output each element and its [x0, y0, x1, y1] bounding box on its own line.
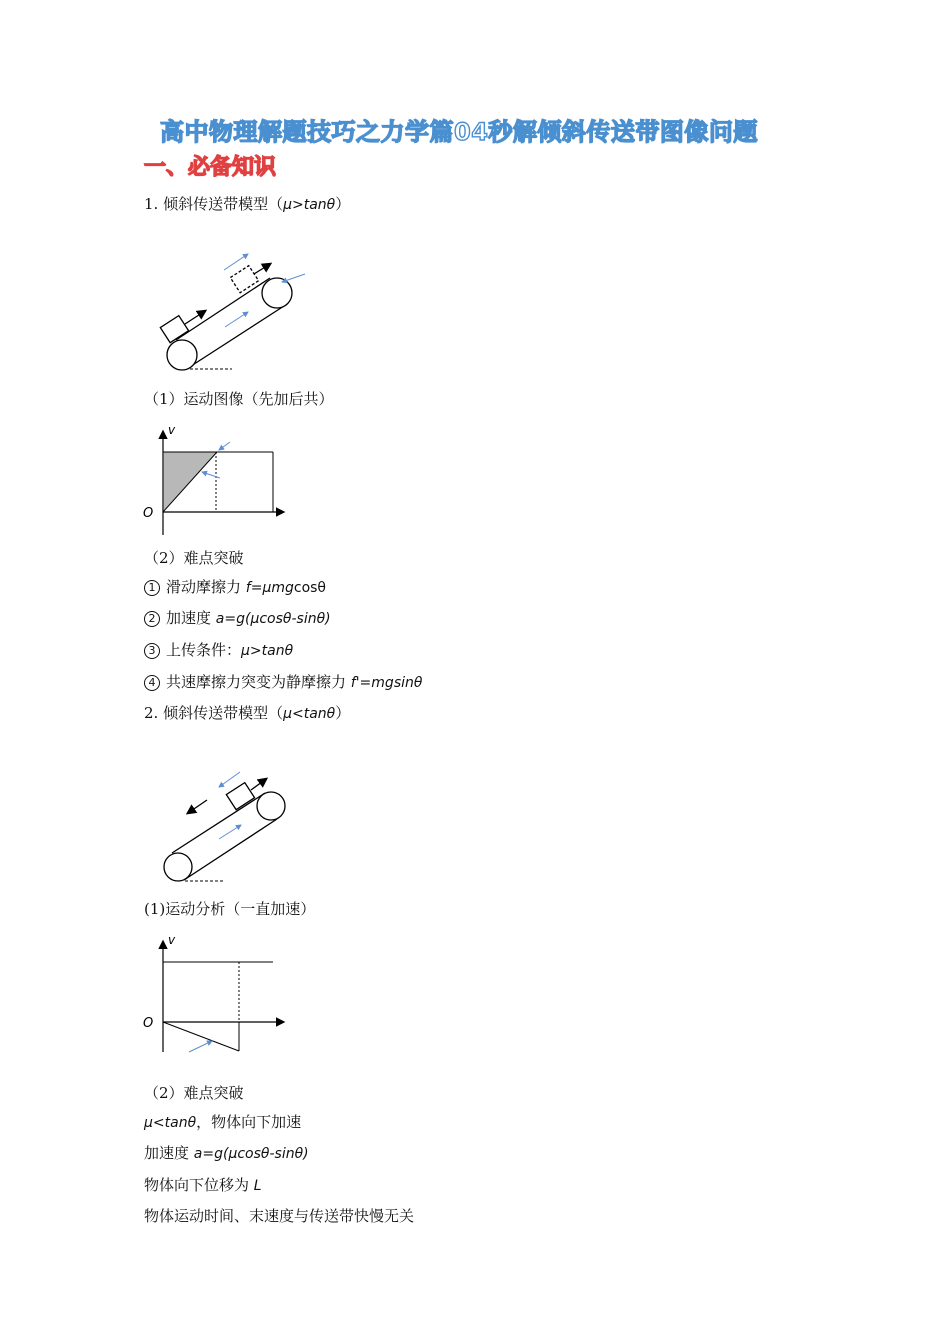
model2-heading-suffix: ）: [335, 704, 351, 722]
model1-axis-origin-label: O: [143, 506, 154, 521]
model2-axis-origin-label: O: [143, 1016, 154, 1031]
model1-difficulty-label: （2）难点突破: [144, 549, 244, 567]
point-2-math: a=g(μcosθ-sinθ): [215, 611, 331, 627]
model1-point-1: [144, 577, 326, 598]
model2-line-3-math: L: [253, 1178, 262, 1194]
model2-axis-v-label: v: [168, 933, 176, 947]
model1-heading-condition: μ>tanθ: [283, 197, 336, 213]
model1-motion-label: （1）运动图像（先加后共）: [144, 390, 334, 408]
model2-line-2: [144, 1143, 309, 1164]
model2-motion-label: (1)运动分析（一直加速）: [144, 900, 316, 918]
model2-line-1-text: ，物体向下加速: [196, 1113, 302, 1131]
circled-number-1: 1: [144, 580, 160, 596]
point-1-text: 滑动摩擦力: [166, 578, 246, 596]
model2-line-2-math: a=g(μcosθ-sinθ): [193, 1146, 309, 1162]
model1-point-3: [144, 640, 293, 661]
point-4-text: 共速摩擦力突变为静摩擦力: [166, 673, 351, 691]
model2-heading: [144, 703, 350, 724]
model1-conveyor-diagram: [150, 240, 320, 380]
model1-heading: [144, 194, 350, 215]
model1-point-4: [144, 672, 422, 693]
model2-line-3: [144, 1175, 262, 1196]
point-4-math: f'=mgsinθ: [350, 675, 423, 691]
circled-number-3: 3: [144, 643, 160, 659]
model1-heading-prefix: 1. 倾斜传送带模型（: [144, 195, 284, 213]
model2-difficulty-label: （2）难点突破: [144, 1084, 244, 1102]
model2-conveyor-diagram: [155, 765, 305, 890]
model1-axis-v-label: v: [168, 423, 176, 437]
model2-vt-graph: [140, 930, 300, 1060]
model1-point-2: [144, 608, 331, 629]
point-3-math: μ>tanθ: [241, 643, 294, 659]
point-2-text: 加速度: [166, 609, 216, 627]
model2-line-3-text: 物体向下位移为: [144, 1176, 254, 1194]
circled-number-2: 2: [144, 611, 160, 627]
model1-vt-graph: [140, 420, 300, 545]
section-heading-prerequisites: 一、必备知识: [144, 155, 277, 180]
model1-heading-suffix: ）: [335, 195, 351, 213]
point-1-tail: cosθ: [293, 580, 326, 596]
circled-number-4: 4: [144, 675, 160, 691]
model2-heading-condition: μ<tanθ: [283, 706, 336, 722]
page-title: 高中物理解题技巧之力学篇04秒解倾斜传送带图像问题: [160, 118, 758, 146]
model2-line-4: 物体运动时间、末速度与传送带快慢无关: [144, 1207, 415, 1225]
model2-line-2-text: 加速度: [144, 1144, 194, 1162]
point-3-text: 上传条件：: [166, 641, 242, 659]
model2-line-1-math: μ<tanθ: [144, 1115, 197, 1131]
model2-line-1: [144, 1112, 301, 1133]
model2-heading-prefix: 2. 倾斜传送带模型（: [144, 704, 284, 722]
point-1-math: f=μmg: [245, 580, 294, 596]
